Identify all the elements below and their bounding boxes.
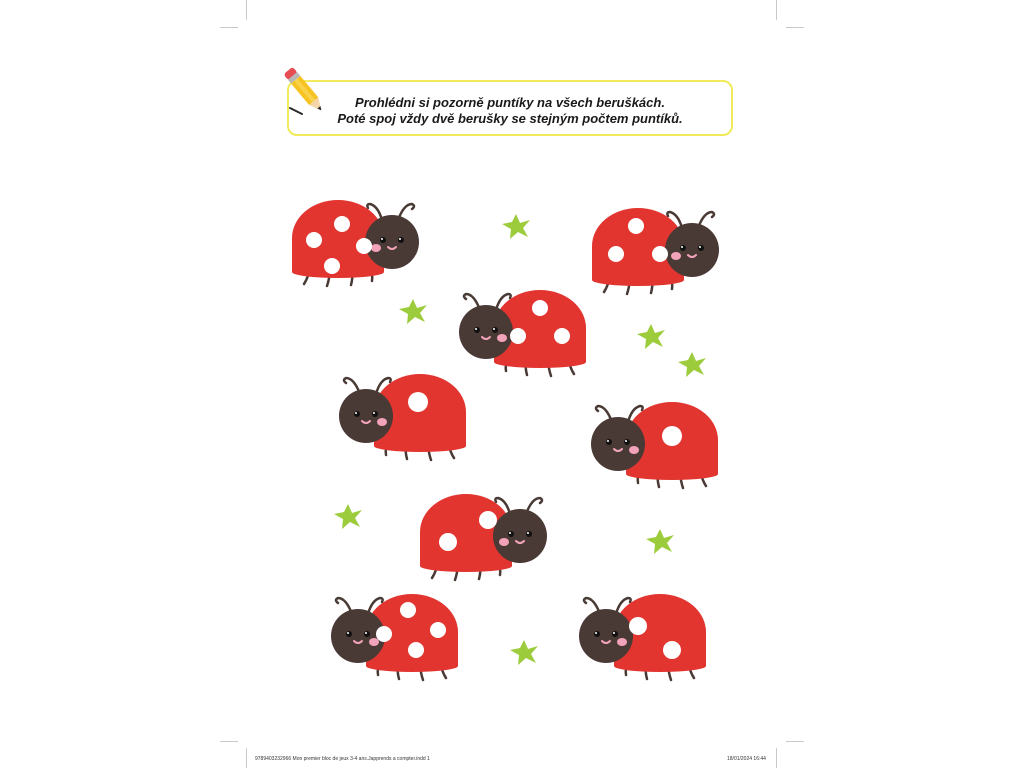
leaf-icon <box>646 529 674 554</box>
leaf-icon <box>510 640 538 665</box>
leaf-icon <box>678 352 706 377</box>
footer-timestamp: 18/01/2024 16:44 <box>727 756 766 762</box>
footer-file-info: 9789403232966 Mon premier bloc de jeux 3-4 ans.Japprends a compter.indd 1 <box>255 756 430 762</box>
ladybug-icon <box>339 374 466 460</box>
ladybug-icon <box>420 494 547 580</box>
ladybug-icon <box>292 200 419 286</box>
ladybug-icon <box>459 290 586 376</box>
leaf-icon <box>637 324 665 349</box>
ladybug-icon <box>579 594 706 680</box>
leaf-icon <box>399 299 427 324</box>
ladybug-icon <box>592 208 719 294</box>
instruction-line-1: Prohlédni si pozorně puntíky na všech beruškách. <box>355 95 665 110</box>
leaf-icon <box>502 214 530 239</box>
instruction-line-2: Poté spoj vždy dvě berušky se stejným počtem puntíků. <box>337 111 683 126</box>
leaf-icon <box>334 504 362 529</box>
ladybug-icon <box>591 402 718 488</box>
ladybug-icon <box>331 594 458 680</box>
